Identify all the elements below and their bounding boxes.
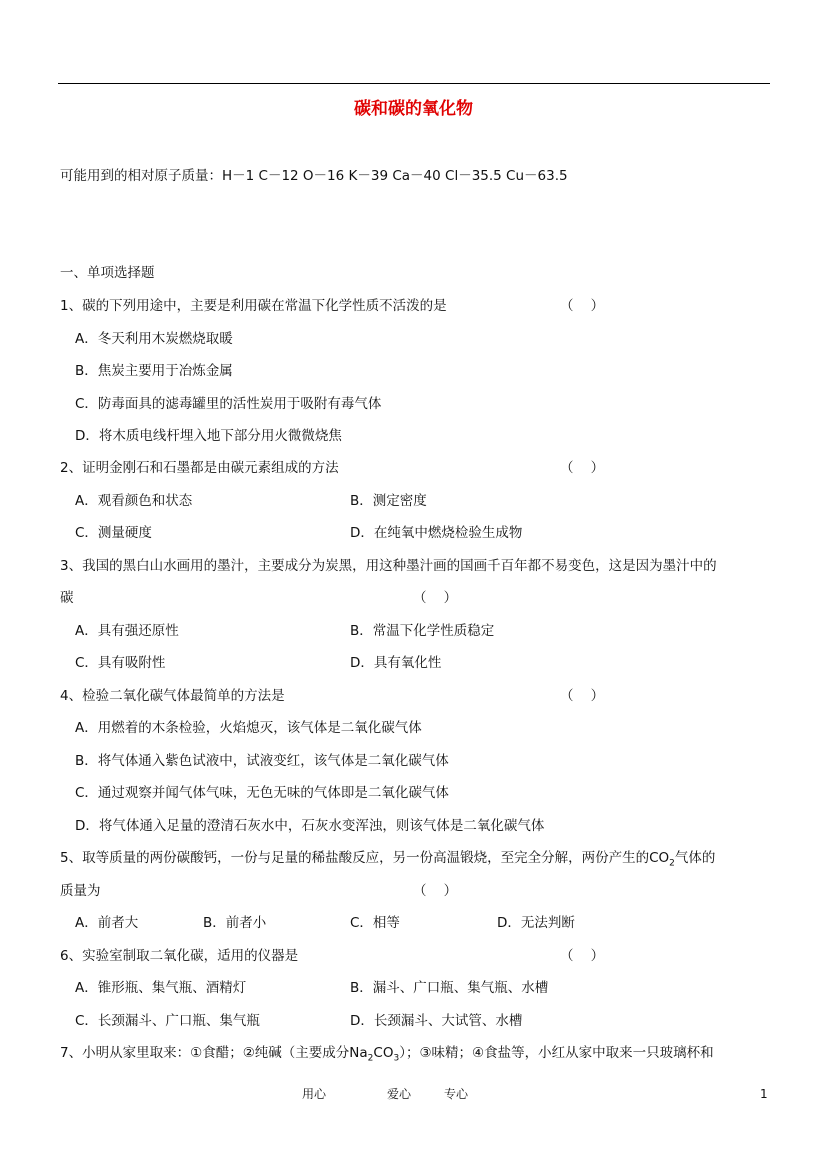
q6-option-b: B．漏斗、广口瓶、集气瓶、水槽	[350, 980, 549, 996]
q3-option-c: C．具有吸附性	[75, 655, 166, 671]
q3-option-b: B．常温下化学性质稳定	[350, 623, 495, 639]
q7-stem-mid: CO	[373, 1045, 394, 1061]
q7-subscript-1: 2	[367, 1053, 374, 1064]
answer-blank-5: （ ）	[413, 883, 458, 899]
answer-blank-6: （ ）	[560, 948, 605, 964]
q3-option-a: A．具有强还原性	[75, 623, 179, 639]
q1-option-c: C．防毒面具的滤毒罐里的活性炭用于吸附有毒气体	[75, 396, 382, 412]
q5-option-a: A．前者大	[75, 915, 139, 931]
question-6-stem: 6、实验室制取二氧化碳，适用的仪器是	[60, 948, 299, 964]
q7-stem-part-b: ）；③味精；④食盐等，小红从家中取来一只玻璃杯和	[399, 1045, 714, 1061]
q4-option-c: C．通过观察并闻气体气味，无色无味的气体即是二氧化碳气体	[75, 785, 449, 801]
question-5-stem	[60, 849, 715, 873]
q5-option-b: B．前者小	[203, 915, 267, 931]
q5-stem-part-b: 气体的	[674, 850, 716, 866]
q5-subscript: 2	[669, 858, 675, 869]
question-2-stem: 2、证明金刚石和石墨都是由碳元素组成的方法	[60, 460, 339, 476]
question-3-stem-cont: 碳	[60, 590, 74, 606]
q1-option-a: A．冬天利用木炭燃烧取暖	[75, 331, 233, 347]
q5-option-c: C．相等	[350, 915, 400, 931]
question-1-stem: 1、碳的下列用途中，主要是利用碳在常温下化学性质不活泼的是	[60, 298, 447, 314]
q6-option-c: C．长颈漏斗、广口瓶、集气瓶	[75, 1013, 260, 1029]
page-title: 碳和碳的氧化物	[354, 99, 473, 119]
q5-option-d: D．无法判断	[497, 915, 575, 931]
answer-blank-1: （ ）	[560, 298, 605, 314]
answer-blank-3: （ ）	[413, 590, 458, 606]
footer-text-3: 专心	[444, 1087, 469, 1101]
question-7-stem	[60, 1044, 714, 1068]
q2-option-d: D．在纯氧中燃烧检验生成物	[350, 525, 523, 541]
question-3-stem: 3、我国的黑白山水画用的墨汁，主要成分为炭黑，用这种墨汁画的国画千百年都不易变色，这是因为墨汁中的	[60, 558, 717, 574]
q6-option-a: A．锥形瓶、集气瓶、酒精灯	[75, 980, 247, 996]
q1-option-b: B．焦炭主要用于冶炼金属	[75, 363, 233, 379]
q7-stem-part-a: 7、小明从家里取来：①食醋；②纯碱（主要成分Na	[60, 1045, 368, 1061]
header-rule	[58, 83, 770, 84]
q1-option-d: D．将木质电线杆埋入地下部分用火微微烧焦	[75, 428, 342, 444]
answer-blank-2: （ ）	[560, 460, 605, 476]
q3-option-d: D．具有氧化性	[350, 655, 442, 671]
page-number: 1	[760, 1087, 768, 1101]
footer-text-2: 爱心	[387, 1087, 412, 1101]
q4-option-a: A．用燃着的木条检验，火焰熄灭，该气体是二氧化碳气体	[75, 720, 422, 736]
q5-stem-part-a: 5、取等质量的两份碳酸钙，一份与足量的稀盐酸反应，另一份高温锻烧，至完全分解，两份产生的CO	[60, 850, 670, 866]
q2-option-b: B．测定密度	[350, 493, 427, 509]
q7-subscript-2: 3	[393, 1053, 400, 1064]
q4-option-b: B．将气体通入紫色试液中，试液变红，该气体是二氧化碳气体	[75, 753, 449, 769]
answer-blank-4: （ ）	[560, 688, 605, 704]
q2-option-c: C．测量硬度	[75, 525, 152, 541]
q2-option-a: A．观看颜色和状态	[75, 493, 193, 509]
footer-text-1: 用心	[302, 1087, 327, 1101]
q4-option-d: D．将气体通入足量的澄清石灰水中，石灰水变浑浊，则该气体是二氧化碳气体	[75, 818, 545, 834]
question-4-stem: 4、检验二氧化碳气体最简单的方法是	[60, 688, 285, 704]
atomic-masses: 可能用到的相对原子质量：H－1 C－12 O－16 K－39 Ca－40 Cl－35.5 Cu－63.5	[60, 168, 568, 184]
section-heading: 一、单项选择题	[60, 265, 155, 281]
question-5-stem-cont: 质量为	[60, 883, 101, 899]
q6-option-d: D．长颈漏斗、大试管、水槽	[350, 1013, 523, 1029]
